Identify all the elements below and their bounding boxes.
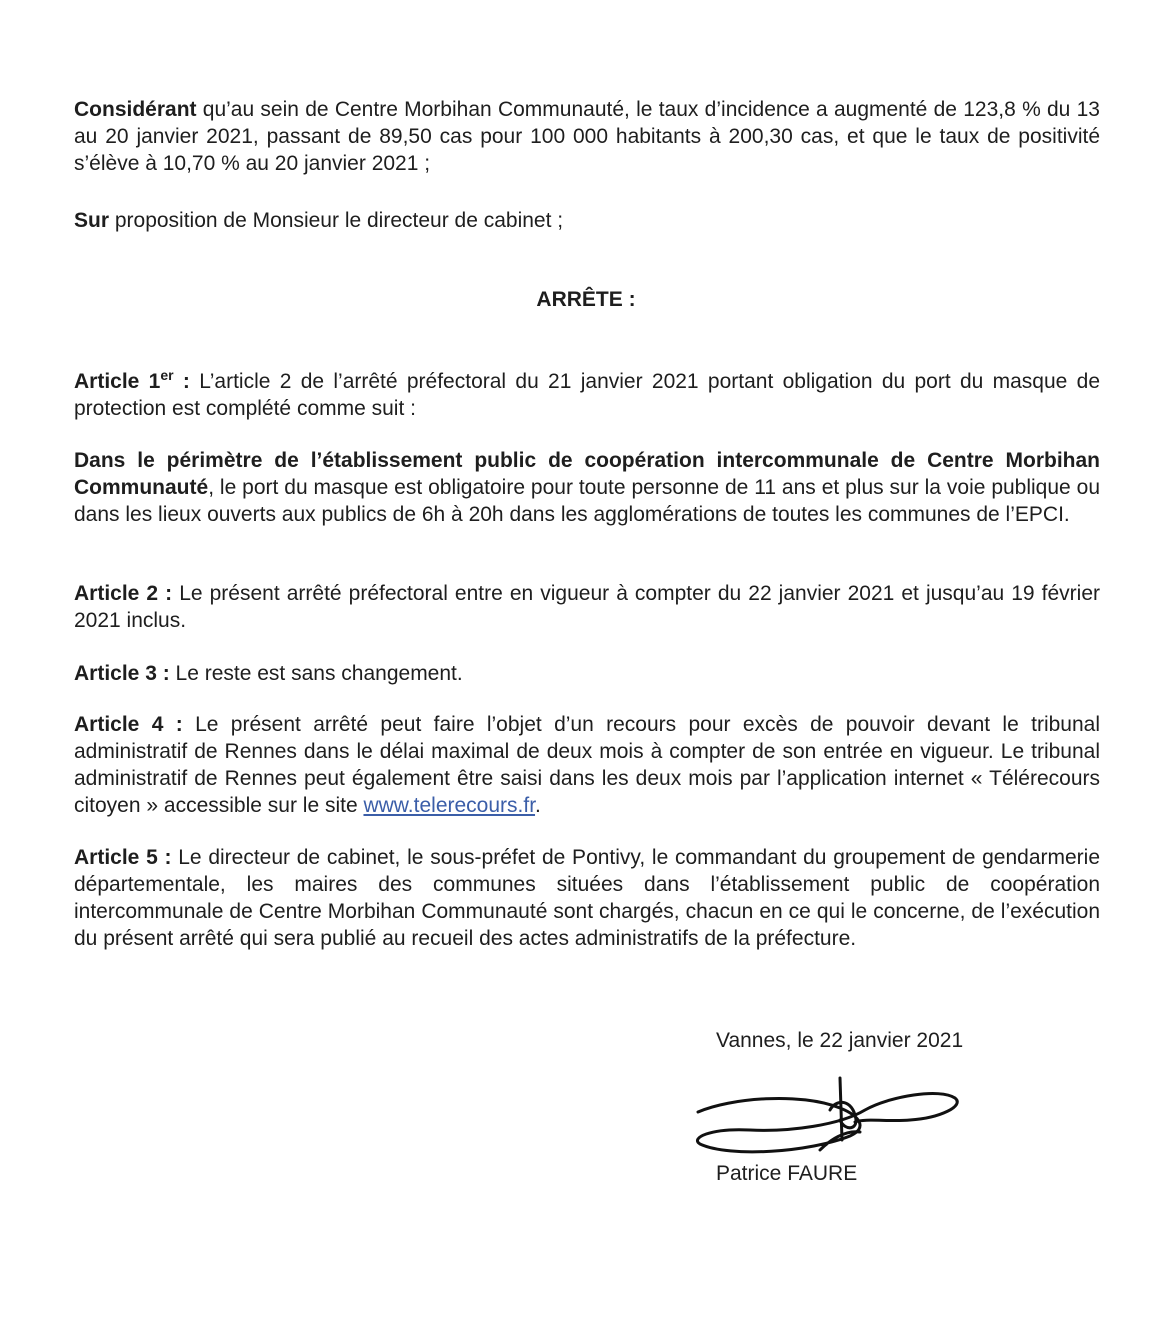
sur-paragraph xyxy=(74,207,1100,234)
sur-text: proposition de Monsieur le directeur de cabinet ; xyxy=(109,209,564,232)
arrete-heading: ARRÊTE : xyxy=(536,288,636,311)
article1-sup: er xyxy=(160,367,174,383)
telerecours-link[interactable]: www.telerecours.fr xyxy=(363,794,536,817)
considerant-text: qu’au sein de Centre Morbihan Communauté, le taux d’incidence a augmenté de 123,8 % du 13 au 20 janvier 2021, passant de 89,50 cas pour 100 000 habitants à 200,30 cas, et que le taux de positivité s’élève à 10,70 % au 20 janvier 2021 ; xyxy=(74,98,1100,175)
article3-paragraph xyxy=(74,660,1100,687)
article4-paragraph xyxy=(74,711,1100,819)
considerant-paragraph xyxy=(74,96,1100,177)
article4-text: Le présent arrêté peut faire l’objet d’un recours pour excès de pouvoir devant le tribunal administratif de Rennes dans le délai maximal de deux mois à compter de son entrée en vigueur. Le tribunal administratif de Rennes peut également être saisi dans les deux mois par l’application internet « Télérecours citoyen » accessible sur le site xyxy=(74,713,1101,817)
article2-paragraph xyxy=(74,580,1100,634)
article5-label: Article 5 : xyxy=(74,846,172,869)
article1-body-text: , le port du masque est obligatoire pour toute personne de 11 ans et plus sur la voie publique ou dans les lieux ouverts aux publics de 6h à 20h dans les agglomérations de toutes les communes de l’EPCI. xyxy=(74,476,1100,526)
article5-text: Le directeur de cabinet, le sous-préfet de Pontivy, le commandant du groupement de gendarmerie départementale, les maires des communes situées dans l’établissement public de coopération intercommunale de Centre Morbihan Communauté sont chargés, chacun en ce qui le concerne, de l’exécution du présent arrêté qui sera publié au recueil des actes administratifs de la préfecture. xyxy=(74,846,1101,950)
article5-paragraph xyxy=(74,844,1100,952)
article1-label: Article 1er : xyxy=(74,367,190,393)
article3-label: Article 3 : xyxy=(74,662,170,685)
signature-date: Vannes, le 22 janvier 2021 xyxy=(716,1029,964,1052)
considerant-lead: Considérant xyxy=(74,98,197,121)
article4-end: . xyxy=(535,794,541,817)
sur-lead: Sur xyxy=(74,209,110,232)
handwritten-signature xyxy=(690,1070,970,1170)
article1-paragraph xyxy=(74,368,1100,422)
article1-body-paragraph xyxy=(74,447,1100,528)
article1-body-lead: Dans le périmètre de l’établissement public de coopération intercommunale de Centre Morbihan Communauté xyxy=(74,449,1100,499)
article3-text: Le reste est sans changement. xyxy=(169,662,463,685)
signatory-name: Patrice FAURE xyxy=(716,1162,858,1185)
article4-label: Article 4 : xyxy=(74,713,183,736)
article2-text: Le présent arrêté préfectoral entre en vigueur à compter du 22 janvier 2021 et jusqu’au 19 février 2021 inclus. xyxy=(74,582,1100,632)
article2-label: Article 2 : xyxy=(74,582,173,605)
article1-text: L’article 2 de l’arrêté préfectoral du 21 janvier 2021 portant obligation du port du masque de protection est complété comme suit : xyxy=(74,370,1101,420)
